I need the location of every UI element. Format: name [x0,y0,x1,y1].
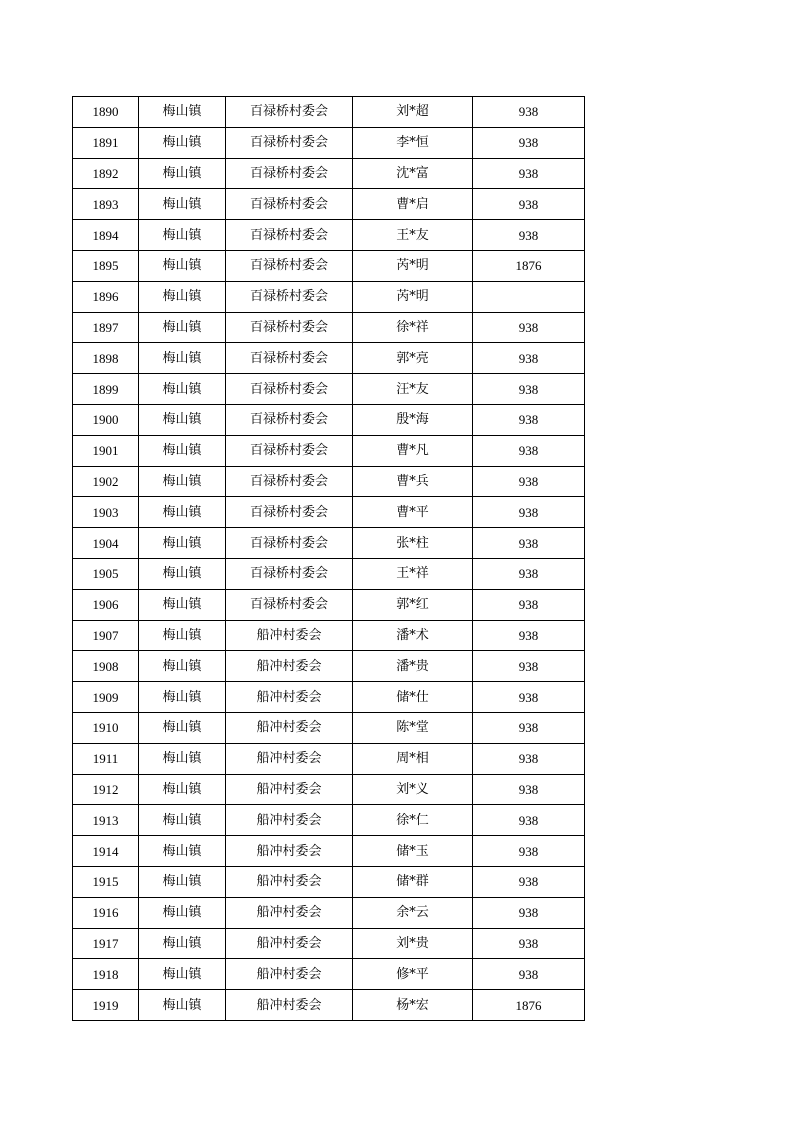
cell-town: 梅山镇 [139,435,226,466]
cell-person-name: 张*柱 [353,528,473,559]
cell-serial-number: 1890 [73,97,139,128]
cell-person-name: 刘*超 [353,97,473,128]
table-row [73,836,585,867]
cell-amount: 938 [473,312,585,343]
cell-town: 梅山镇 [139,805,226,836]
cell-town: 梅山镇 [139,743,226,774]
cell-serial-number: 1912 [73,774,139,805]
cell-serial-number: 1903 [73,497,139,528]
cell-person-name: 陈*堂 [353,712,473,743]
cell-serial-number: 1897 [73,312,139,343]
cell-town: 梅山镇 [139,897,226,928]
cell-amount: 938 [473,466,585,497]
cell-serial-number: 1910 [73,712,139,743]
cell-serial-number: 1904 [73,528,139,559]
cell-amount: 938 [473,928,585,959]
table-row [73,220,585,251]
cell-person-name: 王*祥 [353,558,473,589]
cell-serial-number: 1913 [73,805,139,836]
cell-serial-number: 1915 [73,866,139,897]
table-row [73,528,585,559]
cell-village-committee: 船冲村委会 [226,836,353,867]
cell-amount: 938 [473,528,585,559]
table-row [73,774,585,805]
cell-village-committee: 百禄桥村委会 [226,220,353,251]
cell-village-committee: 百禄桥村委会 [226,97,353,128]
cell-serial-number: 1892 [73,158,139,189]
cell-village-committee: 船冲村委会 [226,990,353,1021]
cell-person-name: 郭*亮 [353,343,473,374]
cell-amount: 938 [473,189,585,220]
cell-serial-number: 1894 [73,220,139,251]
cell-amount: 938 [473,774,585,805]
cell-village-committee: 百禄桥村委会 [226,528,353,559]
cell-serial-number: 1901 [73,435,139,466]
cell-town: 梅山镇 [139,374,226,405]
cell-town: 梅山镇 [139,651,226,682]
cell-amount: 938 [473,836,585,867]
cell-amount: 938 [473,682,585,713]
cell-serial-number: 1909 [73,682,139,713]
cell-amount: 938 [473,589,585,620]
cell-person-name: 李*恒 [353,127,473,158]
table-row [73,281,585,312]
cell-village-committee: 百禄桥村委会 [226,558,353,589]
cell-town: 梅山镇 [139,836,226,867]
cell-town: 梅山镇 [139,343,226,374]
cell-person-name: 徐*仁 [353,805,473,836]
cell-village-committee: 船冲村委会 [226,928,353,959]
cell-village-committee: 百禄桥村委会 [226,466,353,497]
table-row [73,959,585,990]
cell-village-committee: 百禄桥村委会 [226,589,353,620]
cell-town: 梅山镇 [139,528,226,559]
cell-person-name: 王*友 [353,220,473,251]
table-row [73,250,585,281]
cell-serial-number: 1916 [73,897,139,928]
cell-serial-number: 1899 [73,374,139,405]
table-row [73,435,585,466]
cell-amount: 938 [473,404,585,435]
cell-serial-number: 1893 [73,189,139,220]
table-row [73,343,585,374]
table-row [73,682,585,713]
cell-town: 梅山镇 [139,589,226,620]
table-row [73,743,585,774]
cell-amount: 938 [473,743,585,774]
cell-amount: 938 [473,435,585,466]
cell-amount: 938 [473,497,585,528]
cell-serial-number: 1902 [73,466,139,497]
cell-village-committee: 百禄桥村委会 [226,343,353,374]
table-row [73,312,585,343]
cell-town: 梅山镇 [139,774,226,805]
cell-serial-number: 1918 [73,959,139,990]
table-row [73,589,585,620]
cell-amount: 938 [473,158,585,189]
cell-town: 梅山镇 [139,866,226,897]
cell-town: 梅山镇 [139,158,226,189]
cell-person-name: 储*仕 [353,682,473,713]
cell-town: 梅山镇 [139,928,226,959]
cell-town: 梅山镇 [139,466,226,497]
cell-amount: 938 [473,712,585,743]
subsidy-table [72,96,585,1021]
cell-person-name: 殷*海 [353,404,473,435]
table-row [73,558,585,589]
cell-village-committee: 船冲村委会 [226,774,353,805]
cell-village-committee: 船冲村委会 [226,866,353,897]
cell-serial-number: 1891 [73,127,139,158]
cell-serial-number: 1911 [73,743,139,774]
cell-serial-number: 1905 [73,558,139,589]
cell-town: 梅山镇 [139,682,226,713]
cell-amount: 938 [473,343,585,374]
cell-person-name: 潘*术 [353,620,473,651]
cell-town: 梅山镇 [139,281,226,312]
cell-person-name: 修*平 [353,959,473,990]
cell-person-name: 芮*明 [353,250,473,281]
cell-person-name: 储*群 [353,866,473,897]
cell-person-name: 周*相 [353,743,473,774]
cell-person-name: 汪*友 [353,374,473,405]
table-row [73,189,585,220]
cell-village-committee: 船冲村委会 [226,897,353,928]
cell-serial-number: 1898 [73,343,139,374]
cell-person-name: 沈*富 [353,158,473,189]
cell-village-committee: 船冲村委会 [226,959,353,990]
table-row [73,866,585,897]
cell-amount: 938 [473,127,585,158]
cell-village-committee: 船冲村委会 [226,682,353,713]
cell-village-committee: 船冲村委会 [226,743,353,774]
cell-amount [473,281,585,312]
cell-person-name: 刘*贵 [353,928,473,959]
cell-town: 梅山镇 [139,712,226,743]
cell-town: 梅山镇 [139,312,226,343]
cell-town: 梅山镇 [139,250,226,281]
cell-village-committee: 百禄桥村委会 [226,281,353,312]
cell-person-name: 储*玉 [353,836,473,867]
cell-town: 梅山镇 [139,558,226,589]
cell-serial-number: 1914 [73,836,139,867]
cell-village-committee: 船冲村委会 [226,712,353,743]
cell-town: 梅山镇 [139,189,226,220]
cell-person-name: 徐*祥 [353,312,473,343]
cell-amount: 938 [473,374,585,405]
table-row [73,127,585,158]
table-row [73,97,585,128]
cell-person-name: 曹*启 [353,189,473,220]
cell-person-name: 曹*兵 [353,466,473,497]
cell-serial-number: 1917 [73,928,139,959]
cell-serial-number: 1906 [73,589,139,620]
cell-person-name: 潘*贵 [353,651,473,682]
cell-amount: 938 [473,558,585,589]
cell-person-name: 杨*宏 [353,990,473,1021]
cell-village-committee: 船冲村委会 [226,651,353,682]
cell-village-committee: 百禄桥村委会 [226,127,353,158]
table-row [73,497,585,528]
cell-person-name: 芮*明 [353,281,473,312]
cell-person-name: 曹*凡 [353,435,473,466]
cell-town: 梅山镇 [139,127,226,158]
cell-serial-number: 1919 [73,990,139,1021]
cell-village-committee: 百禄桥村委会 [226,404,353,435]
cell-town: 梅山镇 [139,497,226,528]
table-row [73,897,585,928]
cell-serial-number: 1895 [73,250,139,281]
cell-amount: 938 [473,620,585,651]
cell-village-committee: 百禄桥村委会 [226,374,353,405]
cell-serial-number: 1896 [73,281,139,312]
table-row [73,651,585,682]
cell-town: 梅山镇 [139,959,226,990]
cell-village-committee: 百禄桥村委会 [226,250,353,281]
table-row [73,712,585,743]
cell-amount: 938 [473,220,585,251]
cell-village-committee: 船冲村委会 [226,620,353,651]
table-row [73,404,585,435]
cell-village-committee: 百禄桥村委会 [226,189,353,220]
cell-amount: 1876 [473,250,585,281]
table-row [73,466,585,497]
cell-person-name: 余*云 [353,897,473,928]
table-row [73,158,585,189]
cell-village-committee: 百禄桥村委会 [226,497,353,528]
cell-serial-number: 1900 [73,404,139,435]
cell-serial-number: 1907 [73,620,139,651]
table-row [73,990,585,1021]
cell-town: 梅山镇 [139,620,226,651]
cell-person-name: 刘*义 [353,774,473,805]
cell-amount: 1876 [473,990,585,1021]
cell-town: 梅山镇 [139,990,226,1021]
cell-town: 梅山镇 [139,97,226,128]
cell-amount: 938 [473,805,585,836]
cell-town: 梅山镇 [139,404,226,435]
cell-village-committee: 百禄桥村委会 [226,435,353,466]
cell-village-committee: 船冲村委会 [226,805,353,836]
table-body [73,97,585,1021]
cell-amount: 938 [473,897,585,928]
table-row [73,928,585,959]
cell-serial-number: 1908 [73,651,139,682]
cell-amount: 938 [473,97,585,128]
cell-amount: 938 [473,651,585,682]
cell-amount: 938 [473,959,585,990]
cell-person-name: 郭*红 [353,589,473,620]
cell-amount: 938 [473,866,585,897]
cell-village-committee: 百禄桥村委会 [226,158,353,189]
cell-person-name: 曹*平 [353,497,473,528]
table-row [73,805,585,836]
table-row [73,620,585,651]
table-row [73,374,585,405]
cell-town: 梅山镇 [139,220,226,251]
cell-village-committee: 百禄桥村委会 [226,312,353,343]
